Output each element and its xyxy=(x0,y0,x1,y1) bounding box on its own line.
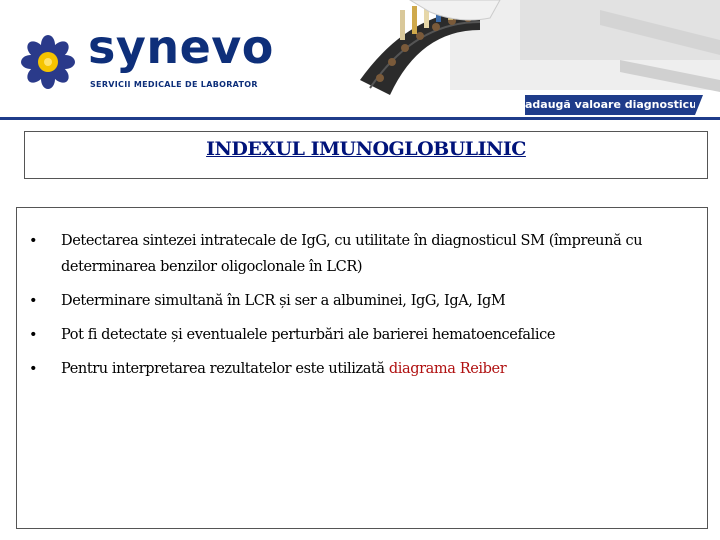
header xyxy=(0,0,720,120)
bullet-item xyxy=(27,288,687,314)
content-box xyxy=(16,207,708,529)
bullet-item xyxy=(27,356,687,382)
bullet-text: Pentru interpretarea rezultatelor este utilizată xyxy=(61,361,389,377)
brand-subtitle: SERVICII MEDICALE DE LABORATOR xyxy=(90,80,258,89)
tagline-banner: adaugă valoare diagnosticului xyxy=(525,95,695,115)
bullet-text: Pot fi detectate și eventualele perturbări ale barierei hematoencefalice xyxy=(61,327,556,343)
bullet-icon: • xyxy=(29,233,38,249)
header-divider xyxy=(0,117,720,120)
bullet-icon: • xyxy=(29,327,38,343)
bullet-list xyxy=(27,228,687,390)
bullet-icon: • xyxy=(29,293,38,309)
bullet-icon: • xyxy=(29,361,38,377)
title-box xyxy=(24,131,708,179)
reiber-diagram-term: diagrama Reiber xyxy=(388,361,507,377)
bullet-item xyxy=(27,228,687,280)
bullet-item xyxy=(27,322,687,348)
bullet-text: Determinare simultană în LCR și ser a albuminei, IgG, IgA, IgM xyxy=(61,293,506,309)
brand-name: synevo xyxy=(88,20,274,74)
synevo-logo-icon xyxy=(20,34,76,90)
slide-title: INDEXUL IMUNOGLOBULINIC xyxy=(206,138,526,160)
bullet-text: Detectarea sintezei intratecale de IgG, cu utilitate în diagnosticul SM (împreună cu determinarea benzilor oligoclonale în LCR) xyxy=(61,233,643,275)
